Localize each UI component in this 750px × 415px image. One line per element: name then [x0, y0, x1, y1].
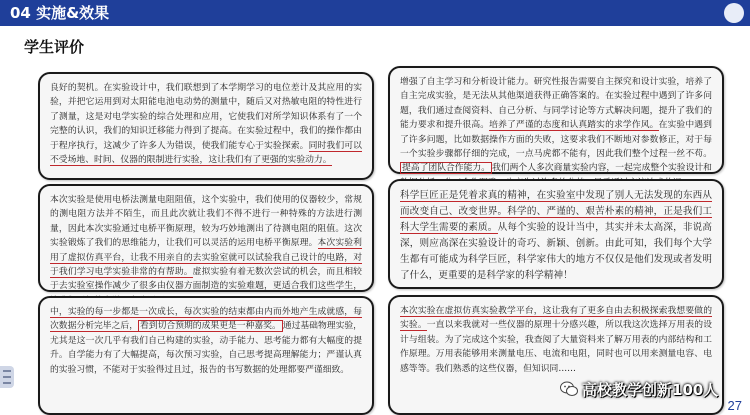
- student-review-card-2: [38, 184, 374, 292]
- review-text: [400, 304, 712, 376]
- underlined-phrase: 同时我们可以不受场地、时间、仪器的限制进行实验，这让我们有了更强的实验动力。: [50, 140, 362, 166]
- underlined-phrase: 中，实验的每一步都是一次成长，每次实验的结束都由内而外地产生成就感，每次数据分析完毕之后，: [50, 307, 362, 332]
- text-segment: 虚拟实验有着无数次尝试的机会，而且相较于去实验室操作减少了很多由仪器方面制造的实验难题，更适合我们这些学生，: [50, 267, 362, 292]
- text-segment: 一直以来我就对一些仪器的原理十分感兴趣，所以我这次选择万用表的设计与组装。: [400, 320, 712, 345]
- underlined-phrase: 本次实验在虚拟仿真实验教学平台，这让我有了更多自由去积极探索我想要做的实验。: [400, 306, 712, 331]
- text-segment: 在实验中遇到了许多问题，比如数据操作方面的失败，这要求我们不断地对参数修正，对于每一个实验步骤都仔细的完成，一点马虎都不能有，因此我们整个过程一丝不苟。: [400, 120, 712, 160]
- watermark-text: 高校教学创新100人: [582, 380, 719, 399]
- text-segment: 通过基础物理实验，尤其是这一次几乎有我们自己构建的实验，动手能力、思考能力都有大幅度的提升。: [50, 321, 362, 361]
- university-logo-icon: [724, 3, 744, 23]
- wechat-icon: [560, 380, 578, 398]
- text-segment: 良好的契机。在实验设计中，我们联想到了本学期学习的电位差计及其应用的实验，并把它运用到对太阳能电池电动势的测量中，随后又对热敏电阻的特性进行了测量，这是对电学实验的综合处理和应用，它使我们对所学知识体系有了一个完整的认识，我们的知识迁移能力得到了提高。: [50, 83, 362, 137]
- text-segment: 本次实验是使用电桥法测量电阻阻值，这个实验中，我们使用的仪器较少，常规的测电阻方法并不陌生，而且此次就让我们不得不进行一种特殊的方法进行测量，因此本次实验通过电桥平衡原理，较为巧妙地测出了待测电阻的阻值。这次实验锻炼了我们的思维能力，让我们可以灵活的运用电桥平衡原理。: [50, 195, 362, 249]
- underlined-phrase: 培养了严谨的态度和认真踏实的求学作风。: [489, 120, 659, 131]
- review-text: [50, 81, 362, 167]
- student-review-card-3: [38, 296, 374, 415]
- boxed-phrase: 提高了团队合作能力。: [402, 163, 490, 174]
- underlined-phrase: 科学巨匠正是凭着求真的精神，在实验室中发现了别人无法发现的东西从而改变自己、改变世界。科学的、严谨的、艰苦朴素的精神，正是我们工科大学生需要的素质。: [400, 190, 712, 233]
- review-text: [50, 305, 362, 377]
- text-segment: 为了完成这个实验，我查阅了大量资料来了解万用表的内部结构和工作原理。万用表能够用来测量电压、电流和电阻，同时也可以用来测量电容、电感等等。我们熟悉的这些仪器，但知识同……: [400, 334, 712, 374]
- text-segment: 在实验过程中，我们的操作都由于程序执行，这减少了许多人为错误，使我们能专心于实验探索。: [50, 126, 362, 151]
- student-review-card-1: [38, 72, 374, 180]
- header-bar: [0, 0, 750, 26]
- student-review-card-5: [388, 179, 724, 289]
- student-review-card-4: [388, 66, 724, 174]
- review-text: [400, 75, 712, 190]
- text-segment: 从每个实验的设计当中，其实并未太高深，非说高深，则应高深在实验设计的奇巧、新颖、创新。由此可知，我们每个大学生都有可能成为科学巨匠，科学家伟大的地方不仅仅是他们发现或者发明了什么，更重要的是科学家的科学精神！: [400, 222, 713, 281]
- watermark: [560, 378, 718, 400]
- text-segment: 增强了自主学习和分析设计能力。研究性报告需要自主探究和设计实验，培养了自主完成实验，是无法从其他渠道获得正确答案的。在实验过程中遇到了许多问题，我们通过查阅资料、自己分析、与同学讨论等方式解决问题，提升了我们的能力要求和提升很高。: [400, 77, 712, 131]
- side-menu-toggle[interactable]: [0, 366, 14, 388]
- underlined-phrase: 本次实验利用了虚拟仿真平台，让我不用亲自的去实验室就可以试验我自己设计的电路，对于我们学习电学实验非常的有帮助。: [50, 238, 362, 278]
- section-title: 学生评价: [24, 38, 85, 56]
- header-title: 04 实施&效果: [10, 4, 110, 22]
- review-text: [50, 193, 362, 308]
- boxed-phrase: 看到切合预期的成果更是一种嘉奖。: [140, 321, 281, 332]
- text-segment: 自学能力有了大幅提高，每次预习实验，自己思考提高理解能力；严谨认真的实验习惯，不能对于实验得过且过，报告的书写数据的处理都要严谨细致。: [50, 350, 362, 375]
- review-text: [400, 188, 712, 284]
- text-segment: 我们两个人多次商量实验内容，一起完成整个实验设计和: [492, 163, 712, 174]
- page-number: 27: [727, 398, 742, 413]
